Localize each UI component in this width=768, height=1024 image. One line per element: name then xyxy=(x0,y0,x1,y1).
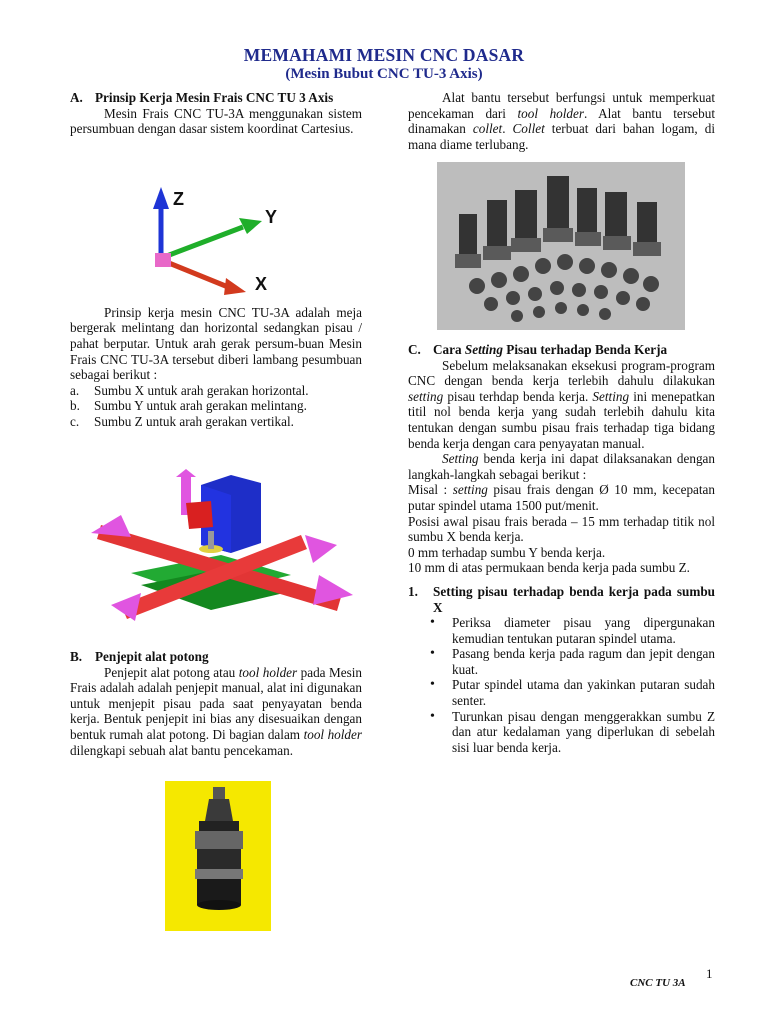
section-1-heading: 1. Setting pisau terhadap benda kerja pada sumbu X xyxy=(408,583,715,615)
bullet-item: • Periksa diameter pisau yang dipergunakan kemudian tentukan putaran spindel utama. xyxy=(430,615,715,646)
page-title: MEMAHAMI MESIN CNC DASAR xyxy=(243,45,525,65)
axis-x-label: X xyxy=(255,274,268,294)
section-b xyxy=(70,649,362,758)
footer-label: CNC TU 3A xyxy=(630,977,686,989)
section-a-paragraph-1: Mesin Frais CNC TU-3A menggunakan sistem persumbuan dengan dasar sistem koordinat Cartesius. xyxy=(70,105,362,137)
axis-z-label: Z xyxy=(173,189,184,209)
page-number: 1 xyxy=(706,966,713,981)
section-c-paragraph-4: Posisi awal pisau frais berada – 15 mm terhadap titik nol sumbu X benda kerja. xyxy=(408,513,715,545)
collets-photo xyxy=(437,162,685,330)
bullet-item: • Putar spindel utama dan yakinkan putaran sudah senter. xyxy=(430,677,715,709)
section-c-heading: C. Cara Setting Pisau terhadap Benda Kerja xyxy=(408,342,668,357)
section-c-paragraph-2: Setting benda kerja ini dapat dilaksanakan dengan langkah-langkah sebagai berikut : xyxy=(408,451,715,482)
collet-paragraph: Alat bantu tersebut berfungsi untuk memperkuat pencekaman dari tool holder. Alat bantu tersebut dinamakan collet. Collet terbuat dari bahan logam, di mana diame terlubang. xyxy=(408,90,716,152)
section-b-heading: B. Penjepit alat potong xyxy=(70,649,209,664)
page-subtitle: (Mesin Bubut CNC TU-3 Axis) xyxy=(285,66,483,82)
list-item: b. Sumbu Y untuk arah gerakan melintang. xyxy=(70,398,307,414)
list-item: a. Sumbu X untuk arah gerakan horizontal. xyxy=(70,382,309,398)
section-b-paragraph: Penjepit alat potong atau tool holder pada Mesin Frais adalah adalah penjepit manual, alat ini digunakan untuk menjepit pisau pada saat penyayatan benda kerja. Bentuk penjepit ini bias any disesuaikan dengan bentuk rumah alat potong. Di bagian dalam tool holder dilengkapi sebuah alat bantu pencekaman. xyxy=(70,664,363,758)
section-c-paragraph-6: 10 mm di atas permukaan benda kerja pada sumbu Z. xyxy=(408,560,690,576)
section-a-paragraph-2: Prinsip kerja mesin CNC TU-3A adalah meja bergerak melintang dan horizontal sedangkan pisau / pahat berputar. Untuk arah gerak persum-buan Mesin Frais CNC TU-3A tersebut diberi lambang pesumbuan sebagai berikut : xyxy=(70,304,362,383)
section-a-heading: A. Prinsip Kerja Mesin Frais CNC TU 3 Axis xyxy=(70,90,334,105)
right-column xyxy=(408,90,715,152)
milling-axis-movement-figure xyxy=(91,465,359,625)
cartesian-axes-figure xyxy=(148,179,286,301)
section-c-paragraph-3: Misal : setting pisau frais dengan Ø 10 mm, kecepatan putar spindel utama 1500 put/menit. xyxy=(408,482,716,513)
section-c-paragraph-5: 0 mm terhadap sumbu Y benda kerja. xyxy=(408,544,606,560)
bullet-item: • Turunkan pisau dengan menggerakkan sumbu Z dan atur kedalaman yang diperlukan di sebelah sisi luar benda kerja. xyxy=(430,708,715,755)
tool-holder-photo xyxy=(165,781,271,931)
section-c-paragraph-1: Sebelum melaksanakan eksekusi program-program CNC dengan benda kerja terlebih dahulu dilakukan setting pisau terhdap benda kerja. Setting ini menepatkan titil nol benda kerja yang sudah terlebih dahulu kita tentukan dengan sumbu pisau frais terhadap tiga bidang benda kerja dengan cara penyayatan manual. xyxy=(408,357,715,451)
axis-y-label: Y xyxy=(265,207,278,227)
section-c xyxy=(408,342,715,755)
bullet-item: • Pasang benda kerja pada ragum dan jepit dengan kuat. xyxy=(430,646,715,677)
list-item: c. Sumbu Z untuk arah gerakan vertikal. xyxy=(70,413,294,429)
